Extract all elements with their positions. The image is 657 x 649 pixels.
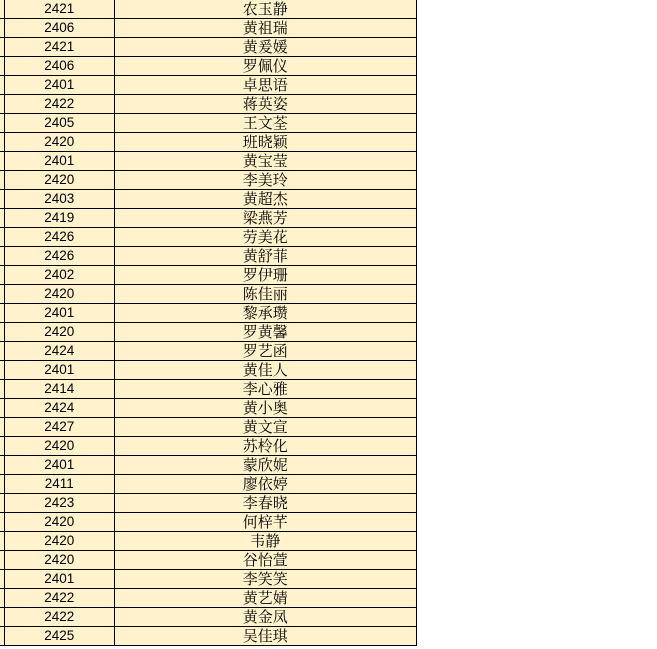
name-cell[interactable]: 廖依婷 — [114, 475, 416, 494]
class-cell[interactable]: 2426 — [5, 228, 115, 247]
name-cell[interactable]: 罗佩仪 — [114, 57, 416, 76]
class-cell[interactable]: 2420 — [5, 437, 115, 456]
name-cell[interactable]: 吴佳琪 — [114, 627, 416, 646]
name-cell[interactable]: 罗伊珊 — [114, 266, 416, 285]
table-row — [0, 399, 417, 418]
class-cell[interactable]: 2420 — [5, 285, 115, 304]
name-cell[interactable]: 韦静 — [114, 532, 416, 551]
table-row — [0, 171, 417, 190]
name-cell[interactable]: 李春晓 — [114, 494, 416, 513]
table-row — [0, 323, 417, 342]
table-row — [0, 209, 417, 228]
class-cell[interactable]: 2420 — [5, 133, 115, 152]
class-cell[interactable]: 2401 — [5, 361, 115, 380]
table-row — [0, 95, 417, 114]
table-row — [0, 418, 417, 437]
class-cell[interactable]: 2411 — [5, 475, 115, 494]
class-cell[interactable]: 2424 — [5, 342, 115, 361]
name-cell[interactable]: 卓思语 — [114, 76, 416, 95]
table-row — [0, 627, 417, 646]
name-cell[interactable]: 黄艺婧 — [114, 589, 416, 608]
name-cell[interactable]: 苏柃化 — [114, 437, 416, 456]
class-cell[interactable]: 2422 — [5, 608, 115, 627]
class-cell[interactable]: 2423 — [5, 494, 115, 513]
class-cell[interactable]: 2420 — [5, 513, 115, 532]
class-cell[interactable]: 2403 — [5, 190, 115, 209]
table-row — [0, 551, 417, 570]
class-cell[interactable]: 2414 — [5, 380, 115, 399]
class-cell[interactable]: 2419 — [5, 209, 115, 228]
name-cell[interactable]: 蒋英姿 — [114, 95, 416, 114]
table-row — [0, 266, 417, 285]
name-cell[interactable]: 黄超杰 — [114, 190, 416, 209]
name-cell[interactable]: 何梓芊 — [114, 513, 416, 532]
table-row — [0, 437, 417, 456]
name-cell[interactable]: 李美玲 — [114, 171, 416, 190]
class-cell[interactable]: 2420 — [5, 551, 115, 570]
table-row — [0, 247, 417, 266]
table-row — [0, 38, 417, 57]
table-row — [0, 228, 417, 247]
class-cell[interactable]: 2401 — [5, 304, 115, 323]
empty-sheet-area — [417, 0, 657, 649]
name-cell[interactable]: 黄小奥 — [114, 399, 416, 418]
class-cell[interactable]: 2420 — [5, 171, 115, 190]
name-cell[interactable]: 劳美花 — [114, 228, 416, 247]
table-row — [0, 589, 417, 608]
name-cell[interactable]: 黄舒菲 — [114, 247, 416, 266]
class-cell[interactable]: 2427 — [5, 418, 115, 437]
class-cell[interactable]: 2402 — [5, 266, 115, 285]
class-cell[interactable]: 2424 — [5, 399, 115, 418]
class-cell[interactable]: 2406 — [5, 19, 115, 38]
table-row — [0, 57, 417, 76]
table-row — [0, 76, 417, 95]
name-cell[interactable]: 黄文宣 — [114, 418, 416, 437]
name-cell[interactable]: 罗艺函 — [114, 342, 416, 361]
name-cell[interactable]: 王文荃 — [114, 114, 416, 133]
table-row — [0, 570, 417, 589]
name-cell[interactable]: 黄宝莹 — [114, 152, 416, 171]
name-cell[interactable]: 李心雅 — [114, 380, 416, 399]
table-row — [0, 342, 417, 361]
table-row — [0, 190, 417, 209]
class-cell[interactable]: 2405 — [5, 114, 115, 133]
table-row — [0, 361, 417, 380]
class-cell[interactable]: 2422 — [5, 589, 115, 608]
table-row — [0, 114, 417, 133]
table-row — [0, 608, 417, 627]
name-cell[interactable]: 李笑笑 — [114, 570, 416, 589]
class-cell[interactable]: 2422 — [5, 95, 115, 114]
table-row — [0, 133, 417, 152]
class-cell[interactable]: 2420 — [5, 323, 115, 342]
name-cell[interactable]: 梁燕芳 — [114, 209, 416, 228]
class-cell[interactable]: 2426 — [5, 247, 115, 266]
name-cell[interactable]: 谷怡萱 — [114, 551, 416, 570]
class-cell[interactable]: 2425 — [5, 627, 115, 646]
class-cell[interactable]: 2406 — [5, 57, 115, 76]
name-cell[interactable]: 农玉静 — [114, 0, 416, 19]
class-cell[interactable]: 2401 — [5, 456, 115, 475]
table-row — [0, 456, 417, 475]
class-cell[interactable]: 2421 — [5, 0, 115, 19]
class-cell[interactable]: 2401 — [5, 570, 115, 589]
class-cell[interactable]: 2401 — [5, 152, 115, 171]
table-row — [0, 513, 417, 532]
table-row — [0, 475, 417, 494]
table-row — [0, 380, 417, 399]
table-row — [0, 0, 417, 19]
table-row — [0, 304, 417, 323]
class-cell[interactable]: 2401 — [5, 76, 115, 95]
name-cell[interactable]: 黄金凤 — [114, 608, 416, 627]
name-cell[interactable]: 陈佳丽 — [114, 285, 416, 304]
name-cell[interactable]: 蒙欣妮 — [114, 456, 416, 475]
name-cell[interactable]: 黄祖瑞 — [114, 19, 416, 38]
name-cell[interactable]: 黎承瓒 — [114, 304, 416, 323]
name-cell[interactable]: 黄爰媛 — [114, 38, 416, 57]
table-row — [0, 152, 417, 171]
name-cell[interactable]: 罗黄馨 — [114, 323, 416, 342]
table-row — [0, 494, 417, 513]
table-row — [0, 532, 417, 551]
class-cell[interactable]: 2421 — [5, 38, 115, 57]
name-cell[interactable]: 班晓颖 — [114, 133, 416, 152]
name-cell[interactable]: 黄佳人 — [114, 361, 416, 380]
table-row — [0, 19, 417, 38]
class-cell[interactable]: 2420 — [5, 532, 115, 551]
table-row — [0, 285, 417, 304]
